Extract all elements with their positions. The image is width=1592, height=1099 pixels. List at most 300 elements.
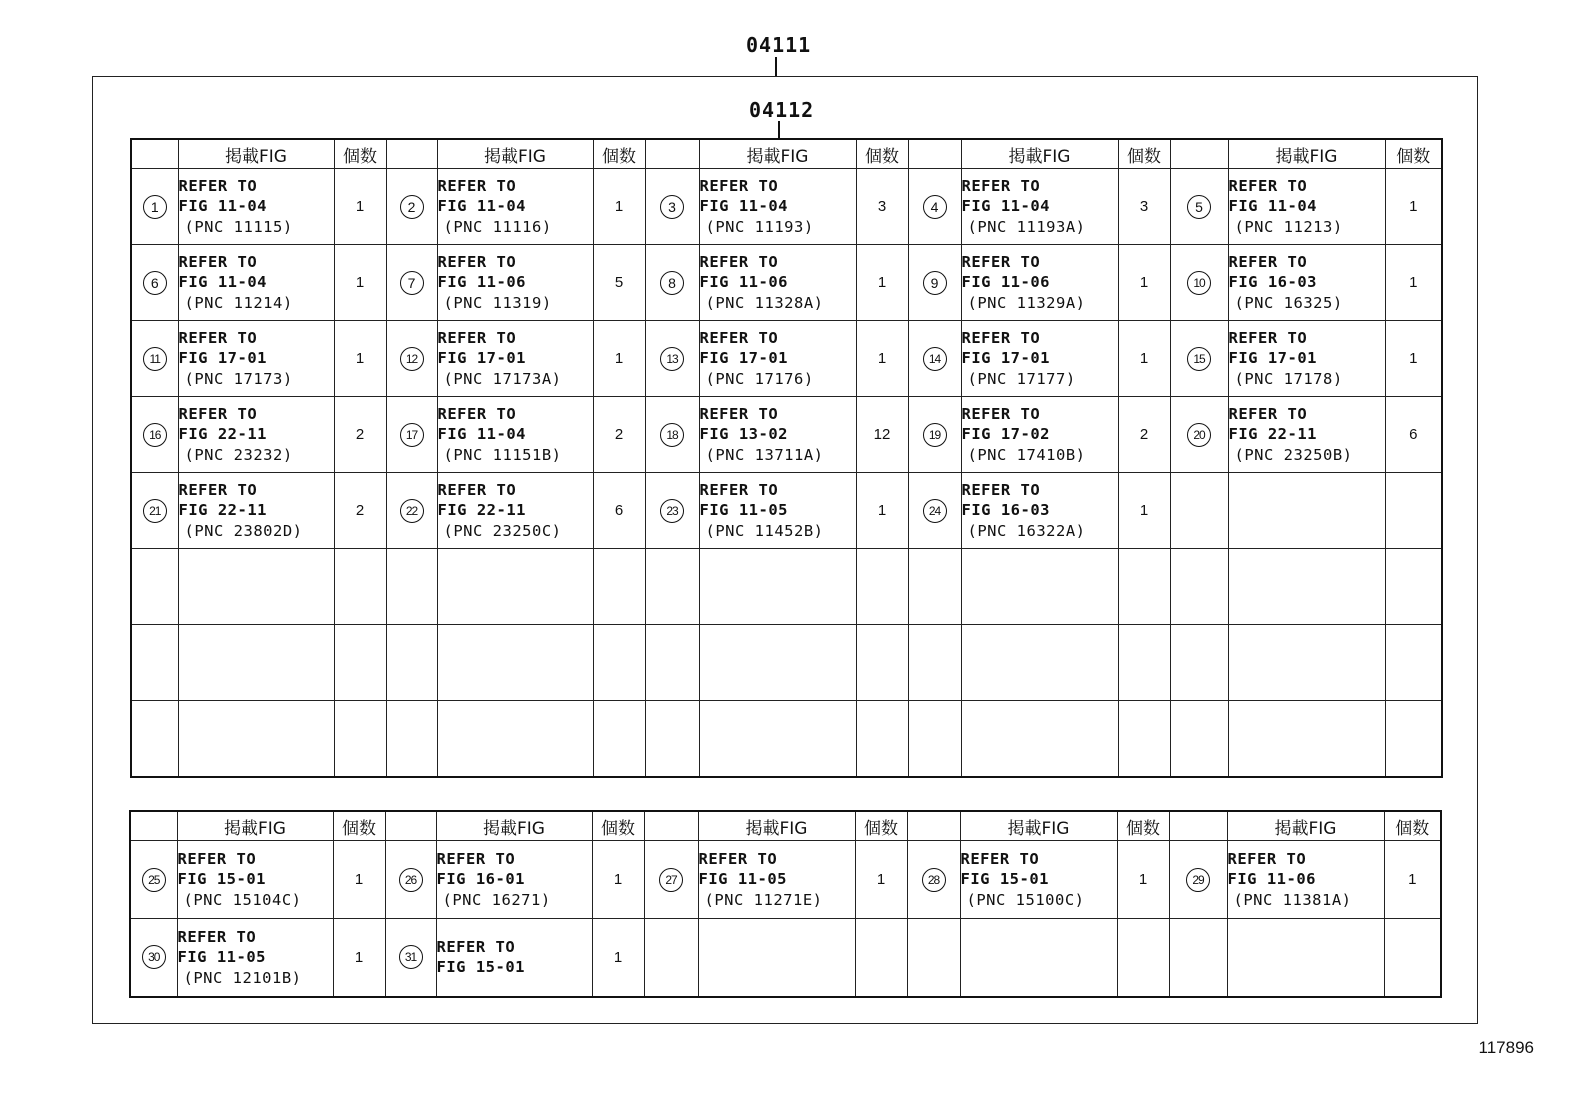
item-number-circle: 8 bbox=[660, 271, 684, 295]
header-num-cell bbox=[131, 139, 178, 169]
refer-to-text: REFER TO bbox=[961, 480, 1041, 499]
item-number-circle: 28 bbox=[922, 868, 946, 892]
header-qty-label: 個数 bbox=[1384, 811, 1441, 841]
header-fig-label: 掲載FIG bbox=[178, 139, 334, 169]
assembly-label-04112: 04112 bbox=[749, 98, 815, 122]
quantity-cell bbox=[592, 841, 644, 919]
fig-number-text: FIG 11-05 bbox=[699, 501, 788, 520]
quantity-cell bbox=[1117, 841, 1169, 919]
quantity-cell bbox=[593, 245, 645, 321]
fig-number-text: FIG 17-02 bbox=[961, 425, 1050, 444]
fig-reference-cell bbox=[961, 701, 1118, 777]
item-number-circle: 18 bbox=[660, 423, 684, 447]
fig-reference-cell bbox=[178, 473, 334, 549]
refer-to-text: REFER TO bbox=[1227, 849, 1307, 868]
fig-number-text: FIG 22-11 bbox=[178, 425, 267, 444]
quantity-value: 2 bbox=[614, 426, 624, 443]
item-number-circle: 20 bbox=[1187, 423, 1211, 447]
fig-number-text: FIG 15-01 bbox=[960, 870, 1049, 889]
quantity-cell bbox=[855, 841, 907, 919]
fig-number-text: FIG 13-02 bbox=[699, 425, 788, 444]
pnc-text: (PNC 17173A) bbox=[443, 369, 562, 388]
refer-to-text: REFER TO bbox=[699, 176, 779, 195]
header-qty-label: 個数 bbox=[856, 139, 908, 169]
refer-to-text: REFER TO bbox=[699, 252, 779, 271]
quantity-cell bbox=[1118, 397, 1170, 473]
refer-to-text: REFER TO bbox=[436, 849, 516, 868]
quantity-value: 1 bbox=[613, 871, 623, 888]
fig-reference-cell bbox=[436, 919, 592, 997]
refer-to-text: REFER TO bbox=[178, 404, 258, 423]
quantity-cell bbox=[856, 473, 908, 549]
item-number-circle: 1 bbox=[143, 195, 167, 219]
header-num-cell bbox=[386, 139, 437, 169]
lower-parts-table bbox=[129, 810, 1442, 998]
pnc-text: (PNC 17410B) bbox=[967, 445, 1086, 464]
fig-reference-cell bbox=[698, 919, 855, 997]
fig-reference-cell bbox=[437, 701, 593, 777]
fig-number-text: FIG 17-01 bbox=[961, 349, 1050, 368]
fig-reference-cell bbox=[177, 919, 333, 997]
item-number-cell bbox=[131, 397, 178, 473]
item-number-cell bbox=[130, 841, 177, 919]
item-number-cell bbox=[131, 625, 178, 701]
quantity-cell bbox=[1384, 841, 1441, 919]
item-number-cell bbox=[386, 625, 437, 701]
quantity-cell bbox=[334, 701, 386, 777]
item-number-circle: 21 bbox=[143, 499, 167, 523]
item-number-circle: 31 bbox=[399, 945, 423, 969]
item-number-circle: 27 bbox=[659, 868, 683, 892]
fig-reference-cell bbox=[178, 625, 334, 701]
header-qty-label: 個数 bbox=[592, 811, 644, 841]
item-number-cell bbox=[131, 701, 178, 777]
item-number-cell bbox=[131, 245, 178, 321]
fig-number-text: FIG 11-06 bbox=[699, 273, 788, 292]
fig-number-text: FIG 15-01 bbox=[436, 958, 525, 977]
quantity-value: 1 bbox=[1409, 350, 1418, 367]
refer-to-text: REFER TO bbox=[436, 937, 516, 956]
fig-reference-cell bbox=[437, 549, 593, 625]
item-number-circle: 3 bbox=[660, 195, 684, 219]
table-row bbox=[131, 473, 1442, 549]
fig-reference-cell bbox=[699, 701, 856, 777]
item-number-cell bbox=[386, 321, 437, 397]
item-number-circle: 5 bbox=[1187, 195, 1211, 219]
item-number-cell bbox=[385, 919, 436, 997]
pnc-text: (PNC 17176) bbox=[705, 369, 814, 388]
fig-reference-cell bbox=[699, 245, 856, 321]
refer-to-text: REFER TO bbox=[178, 252, 258, 271]
quantity-cell bbox=[334, 549, 386, 625]
item-number-cell bbox=[908, 701, 961, 777]
quantity-cell bbox=[855, 919, 907, 997]
item-number-cell bbox=[386, 549, 437, 625]
quantity-cell bbox=[856, 245, 908, 321]
item-number-cell bbox=[131, 549, 178, 625]
quantity-value: 1 bbox=[1409, 274, 1418, 291]
item-number-cell bbox=[131, 321, 178, 397]
table-row bbox=[131, 397, 1442, 473]
fig-number-text: FIG 11-06 bbox=[1227, 870, 1316, 889]
fig-number-text: FIG 15-01 bbox=[177, 870, 266, 889]
refer-to-text: REFER TO bbox=[1228, 404, 1308, 423]
fig-number-text: FIG 22-11 bbox=[1228, 425, 1317, 444]
quantity-cell bbox=[592, 919, 644, 997]
pnc-text: (PNC 11213) bbox=[1234, 217, 1343, 236]
item-number-circle: 16 bbox=[143, 423, 167, 447]
item-number-cell bbox=[644, 919, 698, 997]
refer-to-text: REFER TO bbox=[1228, 328, 1308, 347]
item-number-circle: 6 bbox=[143, 271, 167, 295]
quantity-value: 5 bbox=[614, 274, 624, 291]
header-fig-label: 掲載FIG bbox=[436, 811, 592, 841]
pnc-text: (PNC 17178) bbox=[1234, 369, 1343, 388]
quantity-cell bbox=[1385, 473, 1442, 549]
pnc-text: (PNC 11329A) bbox=[967, 293, 1086, 312]
pnc-text: (PNC 17173) bbox=[184, 369, 293, 388]
table-row bbox=[130, 919, 1441, 997]
item-number-circle: 14 bbox=[923, 347, 947, 371]
quantity-value: 1 bbox=[354, 948, 364, 966]
header-num-cell bbox=[908, 139, 961, 169]
header-num-cell bbox=[385, 811, 436, 841]
fig-reference-cell bbox=[1228, 397, 1385, 473]
table-row bbox=[131, 321, 1442, 397]
quantity-cell bbox=[1117, 919, 1169, 997]
fig-number-text: FIG 16-01 bbox=[436, 870, 525, 889]
header-qty-label: 個数 bbox=[1118, 139, 1170, 169]
fig-number-text: FIG 17-01 bbox=[1228, 349, 1317, 368]
item-number-cell bbox=[908, 549, 961, 625]
leader-line-outer bbox=[775, 57, 777, 76]
header-fig-label: 掲載FIG bbox=[437, 139, 593, 169]
header-fig-label: 掲載FIG bbox=[699, 139, 856, 169]
item-number-circle: 13 bbox=[660, 347, 684, 371]
item-number-cell bbox=[644, 841, 698, 919]
fig-number-text: FIG 17-01 bbox=[699, 349, 788, 368]
fig-reference-cell bbox=[961, 625, 1118, 701]
fig-number-text: FIG 11-05 bbox=[177, 948, 266, 966]
quantity-cell bbox=[1385, 169, 1442, 245]
header-num-cell bbox=[644, 811, 698, 841]
header-qty-label: 個数 bbox=[334, 139, 386, 169]
quantity-value: 1 bbox=[877, 350, 887, 367]
fig-number-text: FIG 16-03 bbox=[1228, 273, 1317, 292]
fig-number-text: FIG 22-11 bbox=[178, 501, 267, 520]
item-number-cell bbox=[645, 321, 699, 397]
fig-reference-cell bbox=[961, 473, 1118, 549]
item-number-cell bbox=[1170, 321, 1228, 397]
table-row bbox=[131, 549, 1442, 625]
fig-number-text: FIG 11-04 bbox=[437, 425, 526, 444]
fig-reference-cell bbox=[437, 625, 593, 701]
pnc-text: (PNC 23802D) bbox=[184, 521, 303, 540]
fig-number-text: FIG 11-06 bbox=[437, 273, 526, 292]
pnc-text: (PNC 23250C) bbox=[443, 521, 562, 540]
header-num-cell bbox=[645, 139, 699, 169]
item-number-circle: 17 bbox=[400, 423, 424, 447]
pnc-text: (PNC 11452B) bbox=[705, 521, 824, 540]
fig-reference-cell bbox=[1227, 919, 1384, 997]
refer-to-text: REFER TO bbox=[437, 480, 517, 499]
fig-reference-cell bbox=[177, 841, 333, 919]
item-number-cell bbox=[1170, 625, 1228, 701]
quantity-cell bbox=[1118, 701, 1170, 777]
refer-to-text: REFER TO bbox=[437, 328, 517, 347]
quantity-cell bbox=[1385, 321, 1442, 397]
refer-to-text: REFER TO bbox=[178, 480, 258, 499]
item-number-cell bbox=[385, 841, 436, 919]
refer-to-text: REFER TO bbox=[699, 328, 779, 347]
quantity-cell bbox=[1118, 245, 1170, 321]
fig-reference-cell bbox=[178, 169, 334, 245]
quantity-cell bbox=[856, 549, 908, 625]
refer-to-text: REFER TO bbox=[698, 849, 778, 868]
item-number-cell bbox=[908, 625, 961, 701]
quantity-cell bbox=[593, 473, 645, 549]
fig-number-text: FIG 11-04 bbox=[178, 197, 267, 216]
quantity-value: 2 bbox=[355, 502, 365, 519]
fig-reference-cell bbox=[961, 245, 1118, 321]
quantity-cell bbox=[1384, 919, 1441, 997]
item-number-cell bbox=[1170, 245, 1228, 321]
pnc-text: (PNC 11193) bbox=[705, 217, 814, 236]
fig-reference-cell bbox=[961, 397, 1118, 473]
fig-reference-cell bbox=[1228, 625, 1385, 701]
quantity-cell bbox=[1385, 625, 1442, 701]
pnc-text: (PNC 11115) bbox=[184, 217, 293, 236]
fig-reference-cell bbox=[1228, 245, 1385, 321]
pnc-text: (PNC 15104C) bbox=[183, 890, 302, 909]
item-number-cell bbox=[386, 701, 437, 777]
quantity-value: 1 bbox=[355, 350, 365, 367]
fig-reference-cell bbox=[699, 473, 856, 549]
item-number-circle: 26 bbox=[399, 868, 423, 892]
fig-number-text: FIG 11-04 bbox=[1228, 197, 1317, 216]
header-fig-label: 掲載FIG bbox=[177, 811, 333, 841]
quantity-value: 1 bbox=[613, 948, 623, 966]
fig-reference-cell bbox=[1228, 701, 1385, 777]
table-row bbox=[131, 245, 1442, 321]
pnc-text: (PNC 11151B) bbox=[443, 445, 562, 464]
item-number-cell bbox=[645, 397, 699, 473]
item-number-circle: 19 bbox=[923, 423, 947, 447]
fig-reference-cell bbox=[699, 321, 856, 397]
fig-reference-cell bbox=[699, 397, 856, 473]
item-number-cell bbox=[1170, 473, 1228, 549]
fig-reference-cell bbox=[437, 245, 593, 321]
item-number-circle: 30 bbox=[142, 945, 166, 969]
item-number-circle: 4 bbox=[923, 195, 947, 219]
fig-reference-cell bbox=[961, 321, 1118, 397]
fig-number-text: FIG 22-11 bbox=[437, 501, 526, 520]
table-row bbox=[131, 625, 1442, 701]
pnc-text: (PNC 23232) bbox=[184, 445, 293, 464]
quantity-cell bbox=[856, 701, 908, 777]
item-number-cell bbox=[645, 625, 699, 701]
pnc-text: (PNC 13711A) bbox=[705, 445, 824, 464]
item-number-cell bbox=[907, 919, 960, 997]
fig-reference-cell bbox=[178, 321, 334, 397]
item-number-cell bbox=[386, 245, 437, 321]
refer-to-text: REFER TO bbox=[437, 176, 517, 195]
fig-reference-cell bbox=[960, 919, 1117, 997]
pnc-text: (PNC 16322A) bbox=[967, 521, 1086, 540]
leader-line-inner bbox=[778, 121, 780, 138]
quantity-cell bbox=[856, 397, 908, 473]
quantity-value: 1 bbox=[614, 198, 624, 215]
header-qty-label: 個数 bbox=[593, 139, 645, 169]
quantity-value: 3 bbox=[877, 198, 887, 215]
pnc-text: (PNC 15100C) bbox=[966, 890, 1085, 909]
fig-number-text: FIG 11-04 bbox=[961, 197, 1050, 216]
quantity-value: 1 bbox=[877, 274, 887, 291]
table-row bbox=[131, 701, 1442, 777]
fig-reference-cell bbox=[1228, 473, 1385, 549]
refer-to-text: REFER TO bbox=[699, 404, 779, 423]
quantity-cell bbox=[334, 245, 386, 321]
fig-reference-cell bbox=[1228, 549, 1385, 625]
fig-reference-cell bbox=[436, 841, 592, 919]
fig-reference-cell bbox=[961, 549, 1118, 625]
item-number-cell bbox=[908, 397, 961, 473]
header-fig-label: 掲載FIG bbox=[1227, 811, 1384, 841]
fig-number-text: FIG 11-06 bbox=[961, 273, 1050, 292]
header-num-cell bbox=[1170, 139, 1228, 169]
item-number-cell bbox=[131, 473, 178, 549]
pnc-text: (PNC 11116) bbox=[443, 217, 552, 236]
quantity-value: 2 bbox=[1139, 426, 1149, 443]
quantity-cell bbox=[1385, 549, 1442, 625]
fig-reference-cell bbox=[178, 397, 334, 473]
quantity-cell bbox=[593, 625, 645, 701]
item-number-circle: 15 bbox=[1187, 347, 1211, 371]
refer-to-text: REFER TO bbox=[177, 849, 257, 868]
quantity-cell bbox=[1118, 549, 1170, 625]
item-number-cell bbox=[1170, 549, 1228, 625]
refer-to-text: REFER TO bbox=[1228, 176, 1308, 195]
item-number-circle: 12 bbox=[400, 347, 424, 371]
item-number-circle: 23 bbox=[660, 499, 684, 523]
quantity-cell bbox=[593, 169, 645, 245]
fig-reference-cell bbox=[178, 701, 334, 777]
item-number-circle: 7 bbox=[400, 271, 424, 295]
table-row bbox=[131, 169, 1442, 245]
header-qty-label: 個数 bbox=[1385, 139, 1442, 169]
quantity-cell bbox=[333, 841, 385, 919]
item-number-circle: 2 bbox=[400, 195, 424, 219]
quantity-cell bbox=[334, 397, 386, 473]
header-fig-label: 掲載FIG bbox=[960, 811, 1117, 841]
refer-to-text: REFER TO bbox=[1228, 252, 1308, 271]
fig-number-text: FIG 16-03 bbox=[961, 501, 1050, 520]
pnc-text: (PNC 17177) bbox=[967, 369, 1076, 388]
quantity-cell bbox=[1118, 473, 1170, 549]
fig-reference-cell bbox=[699, 625, 856, 701]
refer-to-text: REFER TO bbox=[961, 404, 1041, 423]
fig-number-text: FIG 11-04 bbox=[699, 197, 788, 216]
header-num-cell bbox=[907, 811, 960, 841]
pnc-text: (PNC 11381A) bbox=[1233, 890, 1352, 909]
item-number-circle: 25 bbox=[142, 868, 166, 892]
quantity-value: 1 bbox=[1139, 502, 1149, 519]
refer-to-text: REFER TO bbox=[960, 849, 1040, 868]
lower-header-row bbox=[130, 811, 1441, 841]
item-number-cell bbox=[645, 701, 699, 777]
fig-number-text: FIG 11-04 bbox=[437, 197, 526, 216]
quantity-cell bbox=[1385, 397, 1442, 473]
item-number-cell bbox=[1169, 841, 1227, 919]
refer-to-text: REFER TO bbox=[437, 252, 517, 271]
fig-number-text: FIG 17-01 bbox=[437, 349, 526, 368]
quantity-value: 12 bbox=[873, 426, 891, 443]
refer-to-text: REFER TO bbox=[699, 480, 779, 499]
item-number-cell bbox=[1170, 701, 1228, 777]
item-number-cell bbox=[1169, 919, 1227, 997]
header-fig-label: 掲載FIG bbox=[961, 139, 1118, 169]
fig-reference-cell bbox=[1228, 169, 1385, 245]
quantity-value: 1 bbox=[876, 871, 886, 888]
quantity-value: 1 bbox=[354, 871, 364, 888]
quantity-cell bbox=[856, 321, 908, 397]
quantity-value: 1 bbox=[1139, 350, 1149, 367]
pnc-text: (PNC 11271E) bbox=[704, 890, 823, 909]
header-fig-label: 掲載FIG bbox=[1228, 139, 1385, 169]
assembly-label-04111: 04111 bbox=[746, 33, 812, 57]
item-number-cell bbox=[1170, 169, 1228, 245]
item-number-cell bbox=[645, 473, 699, 549]
item-number-cell bbox=[1170, 397, 1228, 473]
pnc-text: (PNC 23250B) bbox=[1234, 445, 1353, 464]
item-number-cell bbox=[386, 169, 437, 245]
quantity-value: 2 bbox=[355, 426, 365, 443]
table-row bbox=[130, 841, 1441, 919]
fig-reference-cell bbox=[1228, 321, 1385, 397]
quantity-cell bbox=[856, 169, 908, 245]
item-number-cell bbox=[908, 473, 961, 549]
pnc-text: (PNC 11214) bbox=[184, 293, 293, 312]
header-qty-label: 個数 bbox=[333, 811, 385, 841]
item-number-circle: 29 bbox=[1186, 868, 1210, 892]
refer-to-text: REFER TO bbox=[961, 252, 1041, 271]
fig-reference-cell bbox=[437, 321, 593, 397]
item-number-circle: 10 bbox=[1187, 271, 1211, 295]
quantity-cell bbox=[333, 919, 385, 997]
fig-reference-cell bbox=[178, 245, 334, 321]
quantity-cell bbox=[334, 321, 386, 397]
figure-number: 117896 bbox=[1478, 1038, 1534, 1057]
upper-header-row bbox=[131, 139, 1442, 169]
header-num-cell bbox=[1169, 811, 1227, 841]
item-number-circle: 11 bbox=[143, 347, 167, 371]
pnc-text: (PNC 12101B) bbox=[183, 968, 302, 987]
quantity-cell bbox=[1118, 169, 1170, 245]
quantity-value: 6 bbox=[614, 502, 624, 519]
quantity-value: 1 bbox=[1138, 871, 1148, 888]
refer-to-text: REFER TO bbox=[437, 404, 517, 423]
item-number-circle: 24 bbox=[923, 499, 947, 523]
item-number-cell bbox=[645, 169, 699, 245]
quantity-value: 6 bbox=[1409, 426, 1418, 443]
quantity-value: 1 bbox=[355, 198, 365, 215]
quantity-value: 1 bbox=[614, 350, 624, 367]
fig-number-text: FIG 11-04 bbox=[178, 273, 267, 292]
fig-reference-cell bbox=[178, 549, 334, 625]
quantity-cell bbox=[593, 701, 645, 777]
item-number-circle: 9 bbox=[923, 271, 947, 295]
quantity-value: 1 bbox=[1139, 274, 1149, 291]
